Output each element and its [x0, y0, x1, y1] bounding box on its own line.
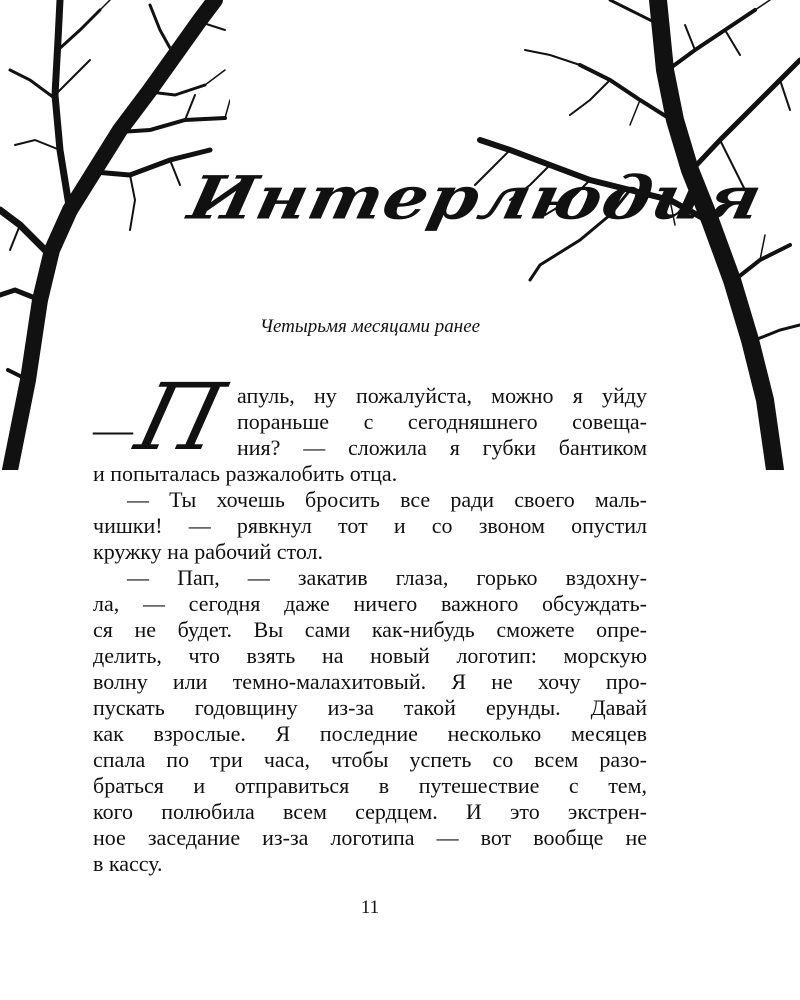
chapter-subtitle: Четырьмя месяцами ранее: [259, 316, 481, 337]
page-number: 11: [360, 897, 380, 918]
text-line: волну или темно-малахитовый. Я не хочу про-: [93, 669, 647, 694]
dropcap-letter: П: [126, 364, 234, 471]
text-line: ное заседание из-за логотипа — вот вообще не: [93, 825, 647, 850]
text-line: пораньше с сегодняшнего совеща-: [237, 409, 647, 434]
text-line: — Ты хочешь бросить все ради своего маль-: [127, 487, 647, 512]
text-line: — Пап, — закатив глаза, горько вздохну-: [127, 565, 647, 590]
text-line: в кассу.: [93, 851, 163, 876]
text-line: апуль, ну пожалуйста, можно я уйду: [237, 383, 647, 408]
text-line: браться и отправиться в путешествие с тем,: [93, 773, 647, 798]
text-line: ся не будет. Вы сами как-нибудь сможете опре-: [93, 617, 647, 642]
text-line: ния? — сложила я губки бантиком: [237, 435, 647, 460]
text-line: как взрослые. Я последние несколько месяцев: [93, 721, 647, 746]
text-line: кого полюбила всем сердцем. И это экстрен-: [93, 799, 647, 824]
text-line: ла, — сегодня даже ничего важного обсуждать-: [93, 591, 647, 616]
text-line: кружку на рабочий стол.: [93, 539, 324, 564]
text-line: делить, что взять на новый логотип: морскую: [93, 643, 647, 668]
text-line: пускать годовщину из-за такой ерунды. Давай: [93, 695, 647, 720]
chapter-title: Интерлюдия: [182, 162, 769, 233]
text-line: чишки! — рявкнул тот и со звоном опустил: [93, 513, 647, 538]
text-line: спала по три часа, чтобы успеть со всем разо-: [93, 747, 647, 772]
dropcap-dash: —: [93, 407, 133, 452]
text-line: и попыталась разжалобить отца.: [93, 461, 398, 486]
